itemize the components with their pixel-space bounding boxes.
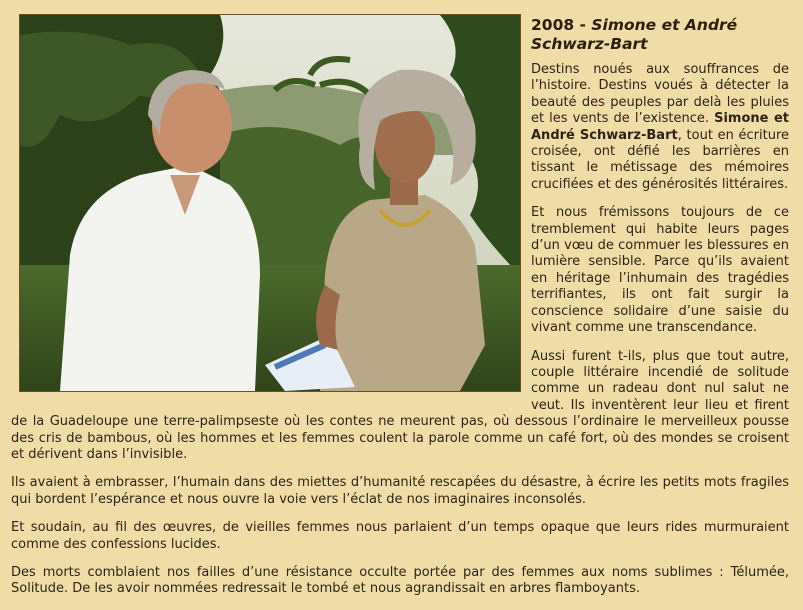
photo-illustration [20,15,520,391]
paragraph-6: Des morts comblaient nos failles d’une résistance occulte portée par des femmes aux noms sublimes : Télumée, Solitude. De les avoir nommées redressait le tombé et nous agrandissait en arbres flamboyants. [11,564,789,597]
paragraph-5: Et soudain, au fil des œuvres, de vieilles femmes nous parlaient d’un temps opaque que leurs rides murmuraient comme des confessions lucides. [11,520,789,552]
title-separator: - [574,16,592,34]
paragraph-4: Ils avaient à embrasser, l’humain dans des miettes d’humanité rescapées du désastre, à écrire les petits mots fragiles qui bordent l’espérance et nous ouvre la voie vers l’éclat de nos imaginaires inconsolés. [11,475,789,507]
article [9,12,791,610]
paragraph-3: Aussi furent t-ils, plus que tout autre, couple littéraire incendié de solitude comme un radeau dont nul salut ne veut. Ils inventèrent leur lieu et firent de la Guadeloupe une terre-palimpseste où les contes ne meurent pas, où dessous l’ordinaire le merveilleux pousse des cris de bambous, où les hommes et les femmes coulent la parole comme un café fort, où des mondes se croisent et dérivent dans l’invisible. [11,348,789,462]
author-photo [19,14,521,392]
paragraph-2: Et nous frémissons toujours de ce tremblement qui habite leurs pages d’un vœu de commuer les blessures en lumière sensible. Parce qu’ils avaient en héritage l’inhumain des tragédies terrifiantes, ils ont fait surgir la conscience solidaire d’une saisie du vivant comme une transcendance. [531,205,789,336]
title-names: Simone et André Schwarz-Bart [531,16,738,53]
paragraph-1-authors: Simone et André Schwarz-Bart [531,111,789,143]
title-year: 2008 [531,16,575,34]
paragraph-1-intro: Destins noués aux souffrances de l’histoire. Destins voués à détecter la beauté des peuples par delà les pluies et les vents de l’existence. [531,62,789,127]
paragraph-1-rest: , tout en écriture croisée, ont défié les barrières en tissant le métissage des mémoires crucifiées et des générosités littéraires. [531,127,789,192]
